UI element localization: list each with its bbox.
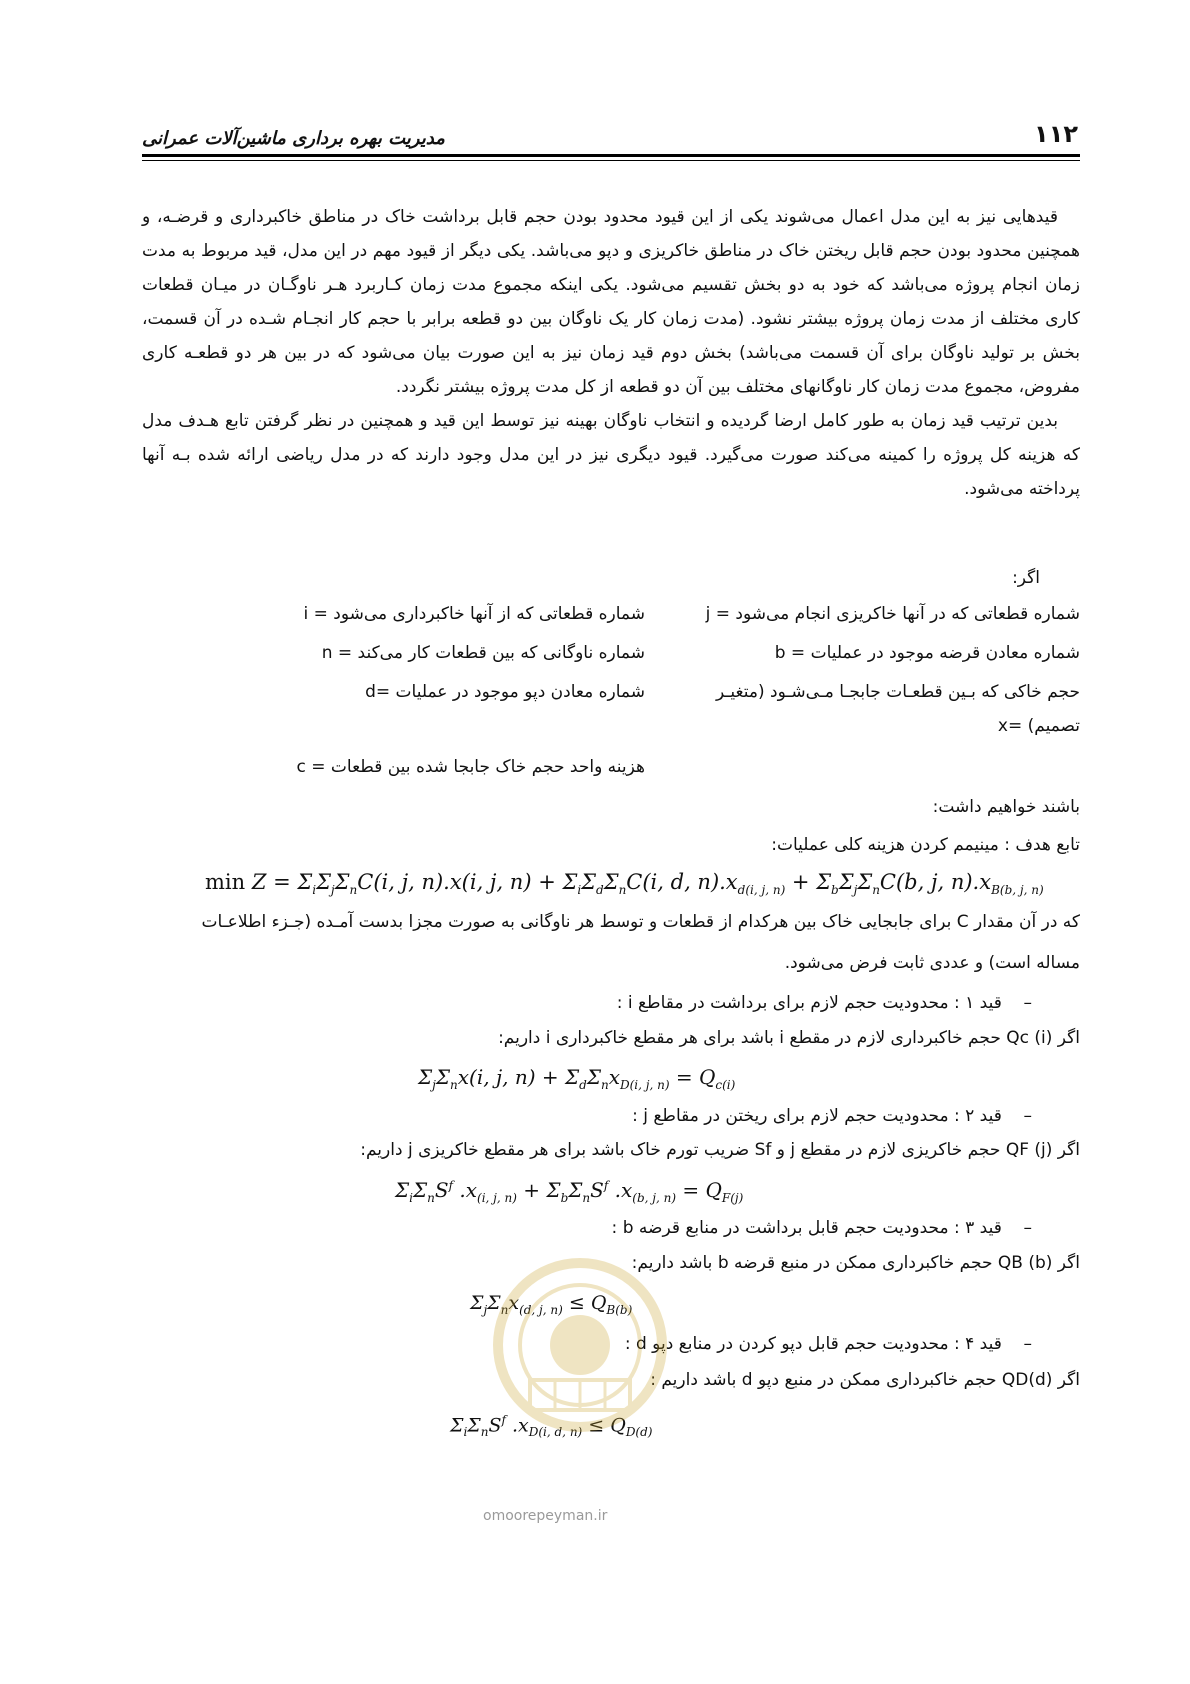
constraint-4-equation: $\Sigma_i\Sigma_nS^f$ $.x_{D(i, d, n)} \le Q_{D(d)}$ (450, 1413, 653, 1440)
page-header (142, 120, 1080, 160)
if-label: اگر: (1012, 568, 1040, 588)
constraint-3-desc: اگر QB (b) حجم خاکبرداری ممکن در منبع قرضه b باشد داریم: (631, 1253, 1080, 1273)
body-text (142, 200, 1080, 506)
watermark-logo-icon (490, 1255, 670, 1435)
def-j: شماره قطعاتی که در آنها خاکریزی انجام می‌شود = j (705, 604, 1080, 624)
def-b: شماره معادن قرضه موجود در عملیات = b (774, 643, 1080, 663)
def-x-line2: تصمیم) =x (997, 716, 1080, 736)
objective-label: تابع هدف : مینیمم کردن هزینه کلی عملیات: (771, 835, 1080, 855)
def-n: شماره ناوگانی که بین قطعات کار می‌کند = n (321, 643, 645, 663)
c-note-2: مساله است) و عددی ثابت فرض می‌شود. (784, 953, 1080, 973)
header-rule-thin (142, 160, 1080, 161)
def-x-line1: حجم خاکی که بـین قطعـات جابجـا مـی‌شـود (متغیـر (716, 682, 1080, 702)
constraint-1-title: – قید ۱ : محدودیت حجم لازم برای برداشت در مقاطع i : (616, 993, 1032, 1013)
constraint-4-title: – قید ۴ : محدودیت حجم قابل دپو کردن در منابع دپو d : (624, 1334, 1032, 1354)
constraint-2-desc: اگر QF (j) حجم خاکریزی لازم در مقطع j و Sf ضریب تورم خاک باشد برای هر مقطع خاکریزی j داریم: (360, 1140, 1080, 1160)
constraint-1-desc: اگر Qc (i) حجم خاکبرداری لازم در مقطع i باشد برای هر مقطع خاکبرداری i داریم: (498, 1028, 1080, 1048)
header-rule-thick (142, 154, 1080, 157)
def-d: شماره معادن دپو موجود در عملیات =d (365, 682, 645, 702)
constraint-3-title: – قید ۳ : محدودیت حجم قابل برداشت در منابع قرضه b : (611, 1218, 1032, 1238)
def-i: شماره قطعاتی که از آنها خاکبرداری می‌شود = i (303, 604, 645, 624)
constraint-2-title-text: قید ۲ : محدودیت حجم لازم برای ریختن در مقاطع j : (632, 1106, 1002, 1126)
constraint-4-desc: اگر QD(d) حجم خاکبرداری ممکن در منبع دپو d باشد داریم : (650, 1370, 1080, 1390)
constraint-3-equation: $\Sigma_j\Sigma_nx_{(d, j, n)} \le Q_{B(b)}$ (470, 1292, 633, 1317)
objective-equation: $\min Z = \Sigma_i\Sigma_j\Sigma_nC(i$, j, n).x(i, j, $n) + \Sigma_i\Sigma_d\Sigma_nC(i$, d, $n).x_{d(i, j, n)} + \Sigma_b\Sigma_j\Sigma_nC(b$, j, $n).x_{B(b, j, n)}$ (205, 870, 1044, 898)
constraint-1-title-text: قید ۱ : محدودیت حجم لازم برای برداشت در مقاطع i : (616, 993, 1002, 1013)
c-note-1: که در آن مقدار C برای جابجایی خاک بین هرکدام از قطعات و توسط هر ناوگانی به صورت مجزا بدست آمـده (جـزء اطلاعـات (201, 912, 1080, 932)
we-have-text: باشند خواهیم داشت: (932, 797, 1080, 817)
paragraph-2: بدین ترتیب قید زمان به طور کامل ارضا گردیده و انتخاب ناوگان بهینه نیز توسط این قید و همچنین در نظر گرفتن تابع هـدف مدل که هزینه کل پروژه را کمینه می‌کند صورت می‌گیرد. قیود دیگری نیز در این مدل وجود دارند که در مدل ریاضی ارائه شده بـه آنها پرداخته می‌شود. (142, 411, 1080, 499)
constraint-3-title-text: قید ۳ : محدودیت حجم قابل برداشت در منابع قرضه b : (611, 1218, 1002, 1238)
constraint-1-equation: $\Sigma_j\Sigma_nx(i$, j, $n) + \Sigma_d\Sigma_nx_{D(i, j, n)} = Q_{c(i)}$ (418, 1065, 736, 1092)
def-c: هزینه واحد حجم خاک جابجا شده بین قطعات = c (296, 757, 645, 777)
constraint-4-title-text: قید ۴ : محدودیت حجم قابل دپو کردن در منابع دپو d : (624, 1334, 1002, 1354)
watermark-text: omoorepeyman.ir (483, 1508, 608, 1524)
paragraph-1: قیدهایی نیز به این مدل اعمال می‌شوند یکی از این قیود محدود بودن حجم قابل برداشت خاک در مناطق خاکبرداری و قرضـه، و همچنین محدود بودن حجم قابل ریختن خاک در مناطق خاکریزی و دپو می‌باشد. یکی دیگر از قیود مهم در این مدل، قید مربوط به مدت زمان انجام پروژه می‌باشد که خود به دو بخش تقسیم می‌شود. یکی اینکه مجموع مدت زمان کـاربرد هـر ناوگـان در میـان قطعات کاری مختلف از مدت زمان پروژه بیشتر نشود. (مدت زمان کار یک ناوگان بین دو قطعه برابر با حجم کار انجـام شـده در آن قسمت، بخش بر تولید ناوگان برای آن قسمت می‌باشد) بخش دوم قید زمان نیز به این صورت بیان می‌شود که در بین هر دو قطعـه کاری مفروض، مجموع مدت زمان کار ناوگانهای مختلف بین آن دو قطعه از کل مدت پروژه بیشتر نگردد. (142, 207, 1080, 397)
constraint-2-equation: $\Sigma_i\Sigma_nS^f$ $.x_{(i, j, n)} + \Sigma_b\Sigma_nS^f$ $.x_{(b, j, n)} = Q_{F(j)}$ (395, 1178, 744, 1205)
running-title: مدیریت بهره برداری ماشین‌آلات عمرانی (142, 128, 445, 149)
page-number: ۱۱۲ (1034, 120, 1078, 148)
constraint-2-title: – قید ۲ : محدودیت حجم لازم برای ریختن در مقاطع j : (632, 1106, 1032, 1126)
